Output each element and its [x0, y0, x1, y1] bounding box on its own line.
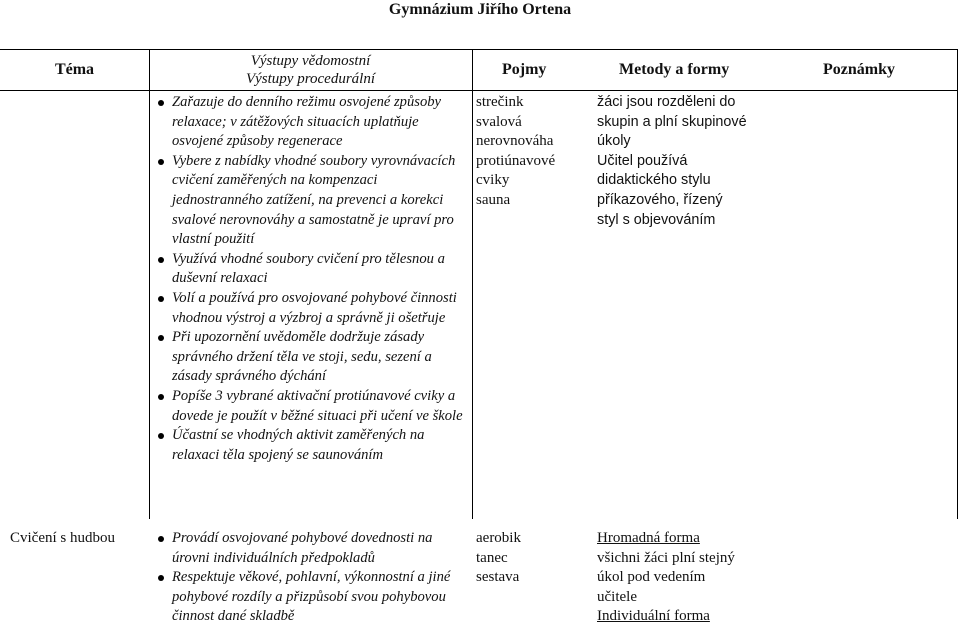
term: nerovnováha: [476, 133, 554, 150]
col-divider-2: [472, 49, 473, 519]
header-vystupy-line1: Výstupy vědomostní: [250, 53, 371, 69]
list-item: Popíše 3 vybrané aktivační protiúnavové cviky a dovede je použít v běžné situaci při učení ve škole: [152, 387, 470, 426]
row2-outputs-list: [152, 529, 470, 627]
header-vystupy-line2: Výstupy procedurální: [245, 71, 375, 87]
term: protiúnavové: [476, 152, 556, 169]
method-line: žáci jsou rozděleni do: [597, 94, 736, 110]
table-border-right: [957, 49, 958, 519]
list-item: Při upozornění uvědoměle dodržuje zásady správného držení těla ve stoji, sedu, sezení a zásady správného dýchání: [152, 328, 470, 387]
row2-outputs-cell: [152, 529, 470, 627]
table-border-top: [0, 49, 958, 50]
row1-outputs-list: [152, 93, 470, 465]
method-line: úkoly: [597, 133, 631, 150]
term: sauna: [476, 191, 511, 208]
term: strečink: [476, 94, 524, 110]
header-poznamky: Poznámky: [823, 61, 895, 78]
row2-pojmy-cell: [476, 529, 591, 588]
method-line: učitele: [597, 588, 637, 605]
header-pojmy: Pojmy: [502, 61, 547, 78]
row1-outputs-cell: [152, 93, 470, 465]
term: sestava: [476, 569, 520, 586]
term: cviky: [476, 172, 510, 189]
method-heading-hromadna: Hromadná forma: [597, 530, 700, 546]
method-line: všichni žáci plní stejný: [597, 549, 735, 566]
list-item: Respektuje věkové, pohlavní, výkonnostní a jiné pohybové rozdíly a přizpůsobí svou pohybovou činnost dané skladbě: [152, 568, 470, 627]
list-item: Účastní se vhodných aktivit zaměřených na relaxaci těla spojený se saunováním: [152, 426, 470, 465]
header-tema: Téma: [54, 61, 95, 78]
page-title: Gymnázium Jiřího Ortena: [388, 1, 572, 18]
row2-tema: Cvičení s hudbou: [10, 530, 115, 546]
row1-pojmy-cell: [476, 93, 591, 211]
list-item: Zařazuje do denního režimu osvojené způsoby relaxace; v zátěžových situacích uplatňuje osvojené způsoby regenerace: [152, 93, 470, 152]
term: aerobik: [476, 530, 521, 546]
header-divider: [0, 90, 958, 91]
col-divider-1: [149, 49, 150, 519]
method-line: skupin a plní skupinové: [597, 113, 747, 130]
method-line: příkazového, řízený: [597, 191, 723, 208]
term: svalová: [476, 113, 522, 130]
list-item: Využívá vhodné soubory cvičení pro tělesnou a duševní relaxaci: [152, 250, 470, 289]
term: tanec: [476, 549, 508, 566]
row2-metody-cell: [597, 529, 797, 627]
header-vystupy: [150, 52, 471, 88]
method-heading-individualni: Individuální forma: [597, 608, 710, 625]
list-item: Volí a používá pro osvojované pohybové činnosti vhodnou výstroj a výzbroj a správně ji ošetřuje: [152, 289, 470, 328]
list-item: Provádí osvojované pohybové dovednosti na úrovni individuálních předpokladů: [152, 529, 470, 568]
method-line: úkol pod vedením: [597, 569, 706, 586]
method-line: Učitel používá: [597, 152, 688, 169]
row1-metody-cell: [597, 93, 797, 230]
header-metody: Metody a formy: [619, 61, 730, 78]
method-line: didaktického stylu: [597, 172, 711, 189]
list-item: Vybere z nabídky vhodné soubory vyrovnávacích cvičení zaměřených na kompenzaci jednostranného zatížení, na prevenci a korekci svalové nerovnováhy a samostatně je upraví pro vlastní použití: [152, 152, 470, 250]
method-line: styl s objevováním: [597, 211, 716, 228]
